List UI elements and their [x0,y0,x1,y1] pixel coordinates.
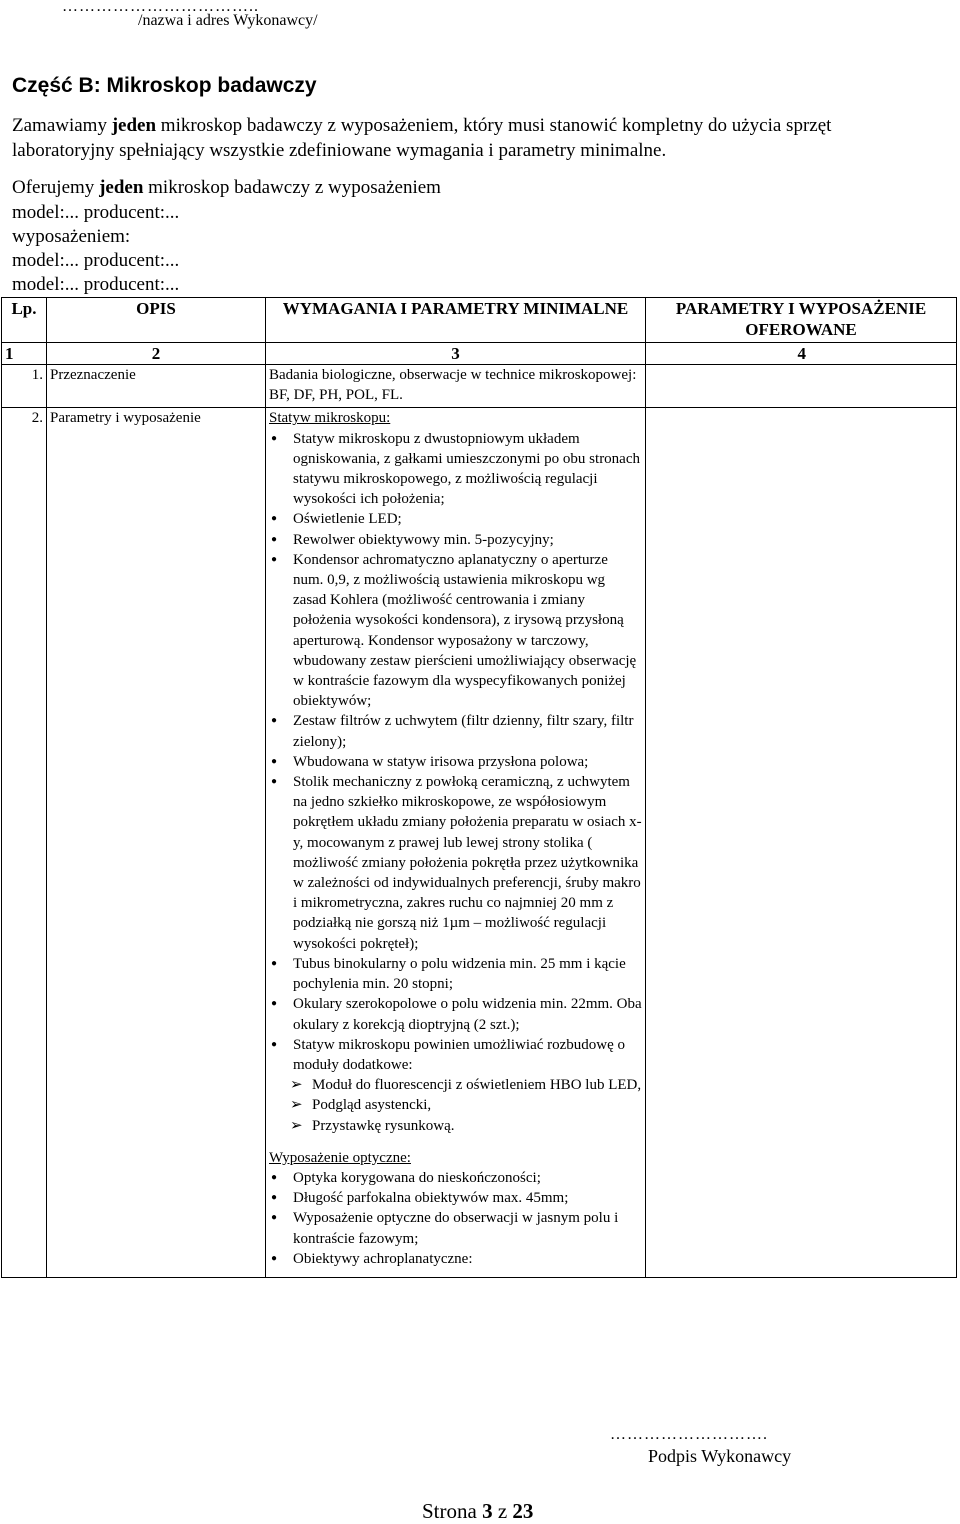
header-offered: PARAMETRY I WYPOSAŻENIE OFEROWANE [646,298,957,343]
optics-heading: Wyposażenie optyczne: [269,1149,411,1166]
list-item: ● Oświetlenie LED; [293,509,642,529]
list-item: ● Okulary szerokopolowe o polu widzenia min. 22mm. Oba okulary z korekcją dioptryjną (2 szt.); [293,994,642,1034]
header-opis: OPIS [47,298,266,343]
section-title: Część B: Mikroskop badawczy [12,74,317,97]
list-item: ➢ Podgląd asystencki, [312,1095,642,1115]
row-1-requirements: Badania biologiczne, obserwacje w technice mikroskopowej: BF, DF, PH, POL, FL. [266,365,646,408]
table-row [2,365,957,408]
list-item: ● Statyw mikroskopu powinien umożliwiać rozbudowę o moduły dodatkowe: [293,1035,642,1075]
row-2-offered[interactable] [646,408,957,1278]
list-item: ● Zestaw filtrów z uchwytem (filtr dzienny, filtr szary, filtr zielony); [293,711,642,751]
colnum-3: 3 [266,343,646,365]
offer-line: Oferujemy jeden mikroskop badawczy z wyposażeniem [12,177,441,198]
list-item: ● Wyposażenie optyczne do obserwacji w jasnym polu i kontraście fazowym; [293,1208,642,1248]
colnum-4: 4 [646,343,957,365]
colnum-1: 1 [2,343,47,365]
equipment-label: wyposażeniem: [12,226,131,247]
list-item: ● Rewolwer obiektywowy min. 5-pozycyjny; [293,530,642,550]
order-line-2: laboratoryjny spełniający wszystkie zdefiniowane wymagania i parametry minimalne. [12,140,667,161]
header-requirements: WYMAGANIA I PARAMETRY MINIMALNE [266,298,646,343]
list-item: ● Statyw mikroskopu z dwustopniowym układem ogniskowania, z gałkami umieszczonymi po obu stronach statywu mikroskopowego, z możliwością regulacji wysokości ich położenia; [293,429,642,510]
list-item: ● Kondensor achromatyczno aplanatyczny o aperturze num. 0,9, z możliwością ustawienia mikroskopu wg zasad Kohlera (możliwość centrowania i zmiany położenia wysokości kondensora), z irysową przysłoną aperturową. Kondensor wyposażony w tarczowy, wbudowany zestaw pierścieni umożliwiający obserwację w kontraście fazowym dla wyspecyfikowanych poniżej obiektywów; [293,550,642,712]
list-item: ➢ Moduł do fluorescencji z oświetleniem HBO lub LED, [312,1075,642,1095]
list-item: ● Optyka korygowana do nieskończoności; [293,1168,642,1188]
model-producer-line-1: model:... producent:... [12,202,180,223]
row-2-opis: Parametry i wyposażenie [47,408,266,1278]
row-1-offered[interactable] [646,365,957,408]
table-row [2,408,957,1278]
page-number: Strona 3 z 23 [422,1499,534,1523]
model-producer-line-3: model:... producent:... [12,274,180,295]
row-2-requirements [266,408,646,1278]
row-1-lp: 1. [2,365,47,408]
optics-list [269,1168,642,1269]
signature-dots: ………………………. [610,1426,768,1443]
addon-list [269,1075,642,1136]
stand-heading: Statyw mikroskopu: [269,410,391,427]
vendor-dots: …………………………….. [62,0,259,15]
list-item: ● Tubus binokularny o polu widzenia min. 25 mm i kącie pochylenia min. 20 stopni; [293,954,642,994]
header-lp: Lp. [2,298,47,343]
stand-list [269,429,642,1076]
model-producer-line-2: model:... producent:... [12,250,180,271]
list-item: ● Długość parfokalna obiektywów max. 45mm; [293,1188,642,1208]
vendor-label: /nazwa i adres Wykonawcy/ [138,12,318,29]
row-2-lp: 2. [2,408,47,1278]
order-line-1: Zamawiamy jeden mikroskop badawczy z wyposażeniem, który musi stanowić kompletny do użycia sprzęt [12,115,832,136]
row-1-opis: Przeznaczenie [47,365,266,408]
list-item: ● Wbudowana w statyw irisowa przysłona polowa; [293,752,642,772]
list-item: ● Stolik mechaniczny z powłoką ceramiczną, z uchwytem na jedno szkiełko mikroskopowe, ze współosiowym pokrętłem układu zmiany położenia preparatu w osiach x-y, mocowanym z prawej lub lewej strony stolika ( możliwość zmiany położenia pokrętła przez użytkownika w zależności od indywidualnych preferencji, śruby makro i mikrometryczna, zakres ruchu co najmniej 20 mm z podziałką nie gorszą niż 1µm – możliwość regulacji wysokości pokręteł); [293,772,642,954]
list-item: ➢ Przystawkę rysunkową. [312,1116,642,1136]
column-numbers-row [2,343,957,365]
colnum-2: 2 [47,343,266,365]
list-item: ● Obiektywy achroplanatyczne: [293,1249,642,1269]
signature-label: Podpis Wykonawcy [648,1446,792,1466]
requirements-table [1,297,957,1278]
table-header-row [2,298,957,343]
